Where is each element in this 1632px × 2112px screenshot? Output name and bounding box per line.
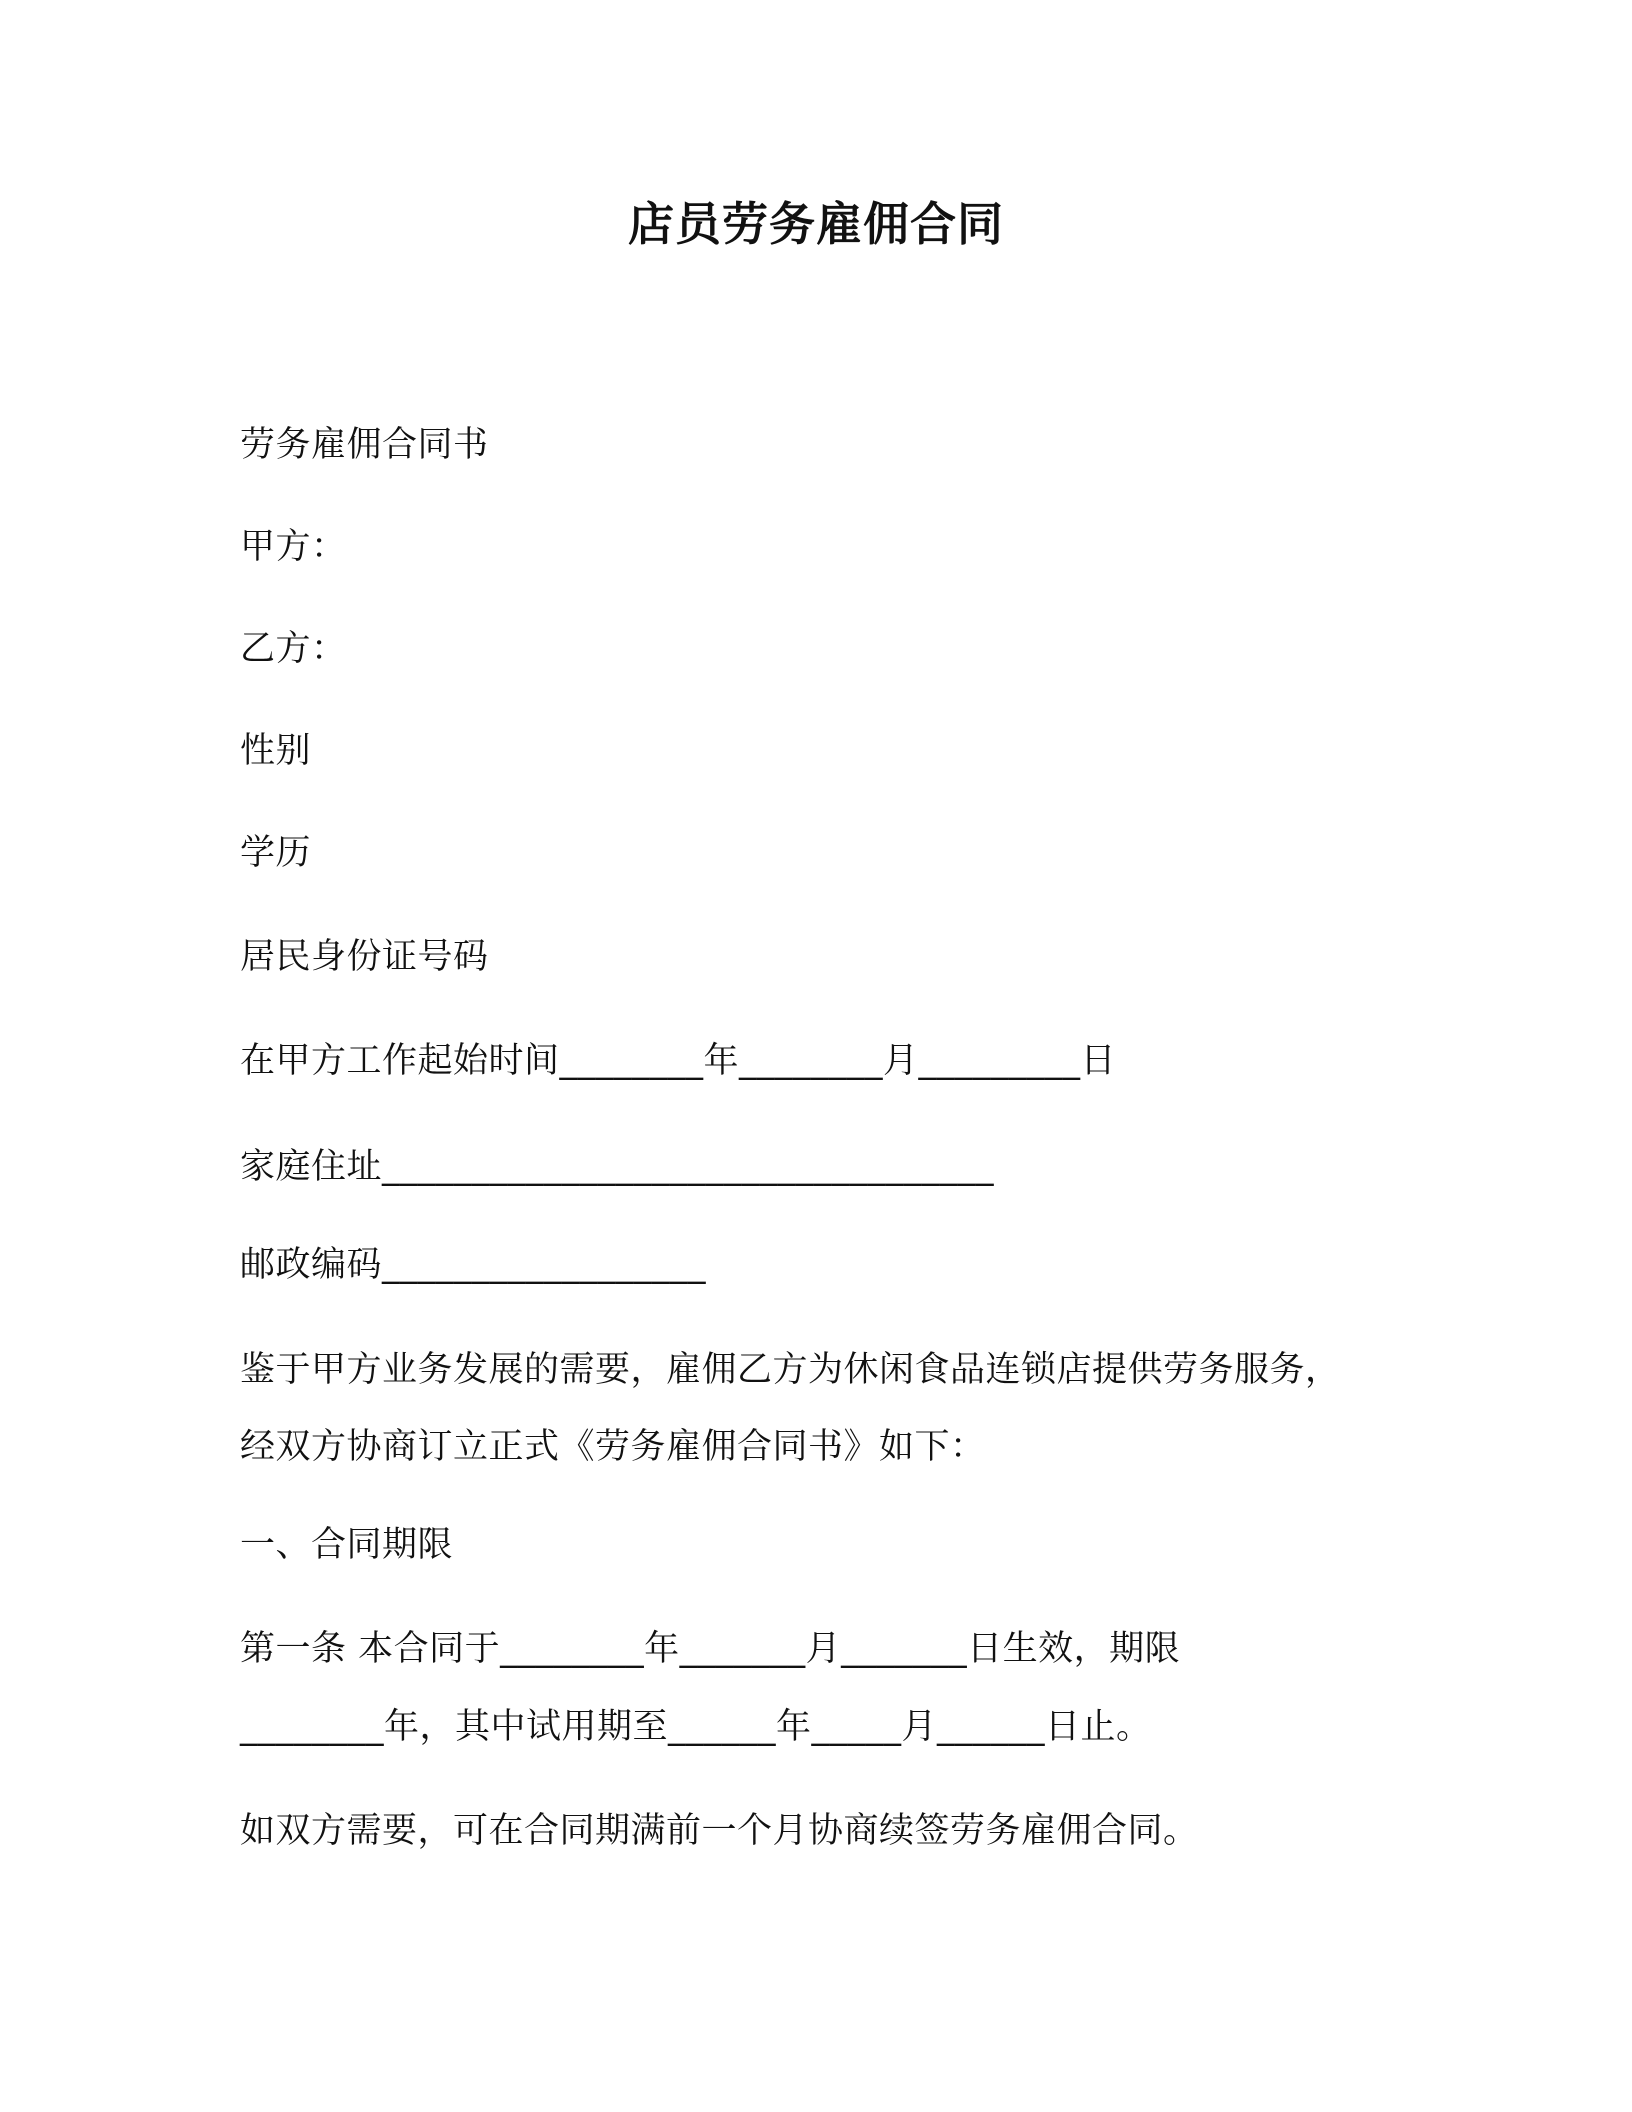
section-heading-term: 一、合同期限	[240, 1525, 454, 1565]
subtitle-line: 劳务雇佣合同书	[240, 425, 489, 465]
education-line: 学历	[240, 833, 312, 873]
home-address-line: 家庭住址__________________________________	[240, 1147, 995, 1187]
start-date-line: 在甲方工作起始时间________年________月_________日	[240, 1041, 1117, 1081]
postal-code-line: 邮政编码__________________	[240, 1245, 707, 1285]
document-title: 店员劳务雇佣合同	[628, 197, 1004, 251]
party-a-line: 甲方：	[240, 527, 347, 567]
id-number-line: 居民身份证号码	[240, 937, 489, 977]
renewal-line: 如双方需要，可在合同期满前一个月协商续签劳务雇佣合同。	[240, 1811, 1199, 1851]
article-1-line-2: ________年，其中试用期至______年_____月______日止。	[240, 1707, 1152, 1747]
article-1-line-1: 第一条 本合同于________年_______月_______日生效，期限	[240, 1629, 1181, 1669]
gender-line: 性别	[240, 731, 312, 771]
preamble-line-1: 鉴于甲方业务发展的需要，雇佣乙方为休闲食品连锁店提供劳务服务，	[240, 1350, 1341, 1390]
party-b-line: 乙方：	[240, 629, 347, 669]
preamble-line-2: 经双方协商订立正式《劳务雇佣合同书》如下：	[240, 1427, 986, 1467]
